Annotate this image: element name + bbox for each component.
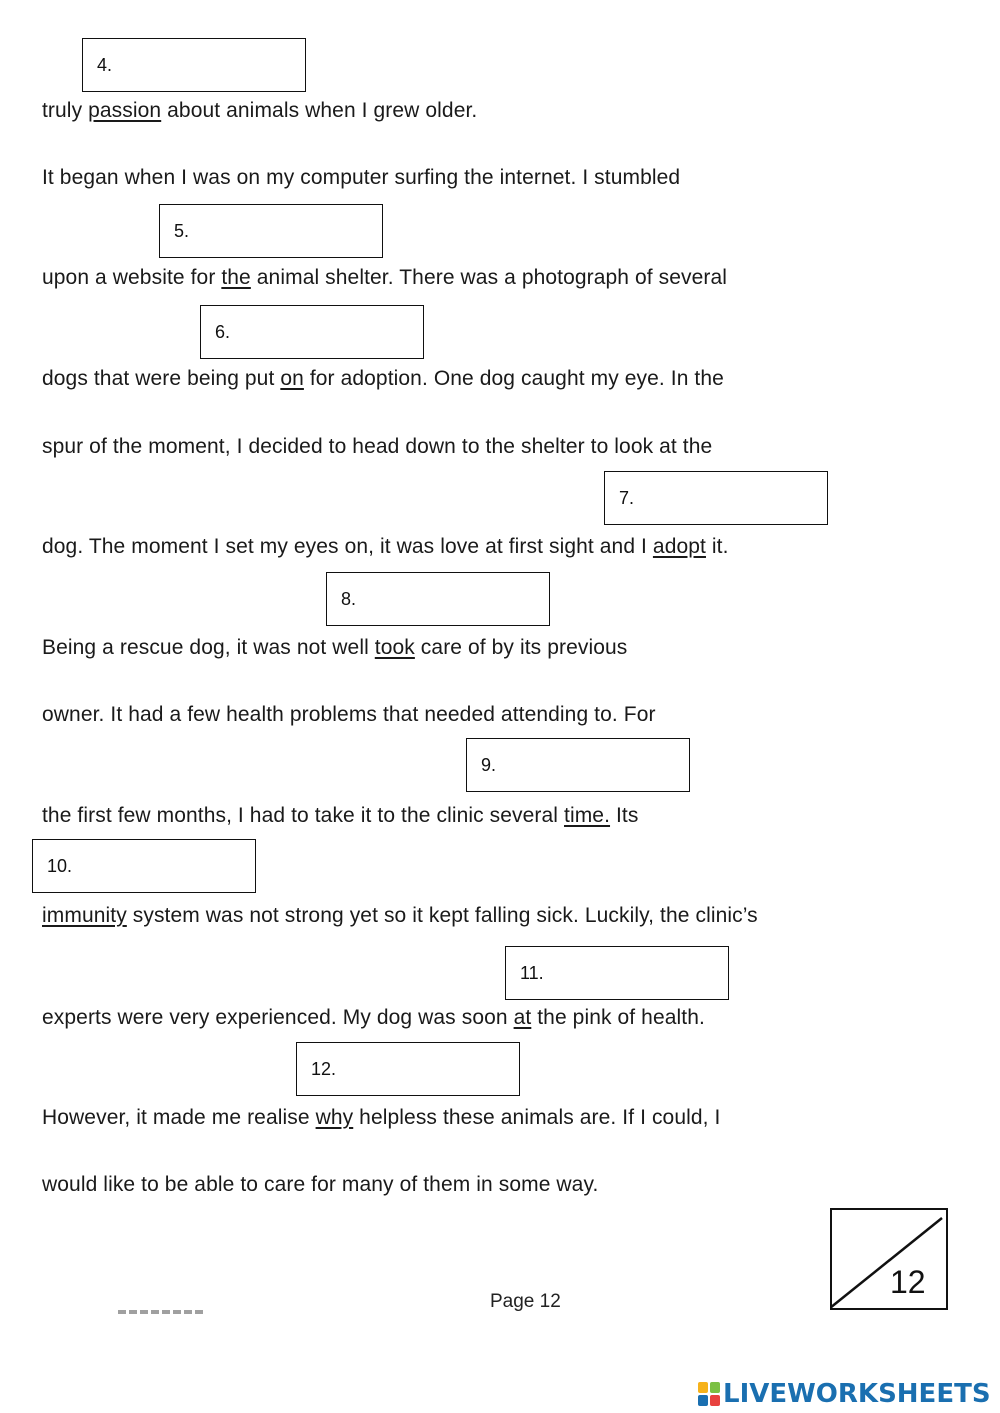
answer-box-9[interactable] bbox=[466, 738, 690, 792]
text-line-2: It began when I was on my computer surfing the internet. I stumbled bbox=[42, 166, 681, 189]
faint-scan-mark bbox=[118, 1310, 204, 1314]
underlined-word: the bbox=[221, 266, 251, 289]
answer-box-number: 12. bbox=[311, 1059, 337, 1079]
underlined-word: immunity bbox=[42, 904, 127, 927]
underlined-word: time. bbox=[564, 804, 611, 827]
answer-box-11[interactable] bbox=[505, 946, 729, 1000]
answer-box-number: 10. bbox=[47, 856, 73, 876]
answer-box-number: 5. bbox=[174, 221, 190, 241]
text-line-5: spur of the moment, I decided to head down to the shelter to look at the bbox=[42, 435, 713, 458]
text-line-6: dog. The moment I set my eyes on, it was love at first sight and I adopt it. bbox=[42, 535, 729, 558]
page-number: Page 12 bbox=[490, 1291, 561, 1312]
answer-box-4[interactable] bbox=[82, 38, 306, 92]
answer-box-number: 9. bbox=[481, 755, 497, 775]
text-line-3: upon a website for the animal shelter. There was a photograph of several bbox=[42, 266, 728, 289]
text-line-11: experts were very experienced. My dog was soon at the pink of health. bbox=[42, 1006, 705, 1029]
text-line-10: immunity system was not strong yet so it kept falling sick. Luckily, the clinic’s bbox=[42, 904, 758, 927]
text-line-7: Being a rescue dog, it was not well took care of by its previous bbox=[42, 636, 628, 659]
answer-box-7[interactable] bbox=[604, 471, 828, 525]
brand-name: LIVEWORKSHEETS bbox=[723, 1379, 991, 1409]
score-total: 12 bbox=[890, 1264, 926, 1300]
answer-box-6[interactable] bbox=[200, 305, 424, 359]
brand-logo[interactable] bbox=[698, 1376, 991, 1412]
answer-box-number: 8. bbox=[341, 589, 357, 609]
liveworksheets-icon bbox=[698, 1382, 720, 1406]
answer-box-8[interactable] bbox=[326, 572, 550, 626]
answer-box-number: 6. bbox=[215, 322, 231, 342]
underlined-word: passion bbox=[88, 99, 162, 122]
answer-box-5[interactable] bbox=[159, 204, 383, 258]
underlined-word: why bbox=[315, 1106, 354, 1129]
text-line-12: However, it made me realise why helpless these animals are. If I could, I bbox=[42, 1106, 721, 1129]
score-box bbox=[830, 1208, 948, 1310]
text-line-4: dogs that were being put on for adoption. One dog caught my eye. In the bbox=[42, 367, 724, 390]
answer-box-number: 4. bbox=[97, 55, 113, 75]
underlined-word: took bbox=[374, 636, 415, 659]
underlined-word: adopt bbox=[652, 535, 706, 558]
underlined-word: at bbox=[513, 1006, 532, 1029]
answer-box-12[interactable] bbox=[296, 1042, 520, 1096]
answer-box-number: 11. bbox=[520, 963, 544, 983]
answer-box-number: 7. bbox=[619, 488, 635, 508]
underlined-word: on bbox=[280, 367, 304, 390]
answer-box-10[interactable] bbox=[32, 839, 256, 893]
text-line-9: the first few months, I had to take it to the clinic several time. Its bbox=[42, 804, 639, 827]
text-line-1: truly passion about animals when I grew older. bbox=[42, 99, 478, 122]
text-line-8: owner. It had a few health problems that needed attending to. For bbox=[42, 703, 656, 726]
score-slash-icon bbox=[830, 1208, 948, 1310]
text-line-13: would like to be able to care for many of them in some way. bbox=[42, 1173, 599, 1196]
